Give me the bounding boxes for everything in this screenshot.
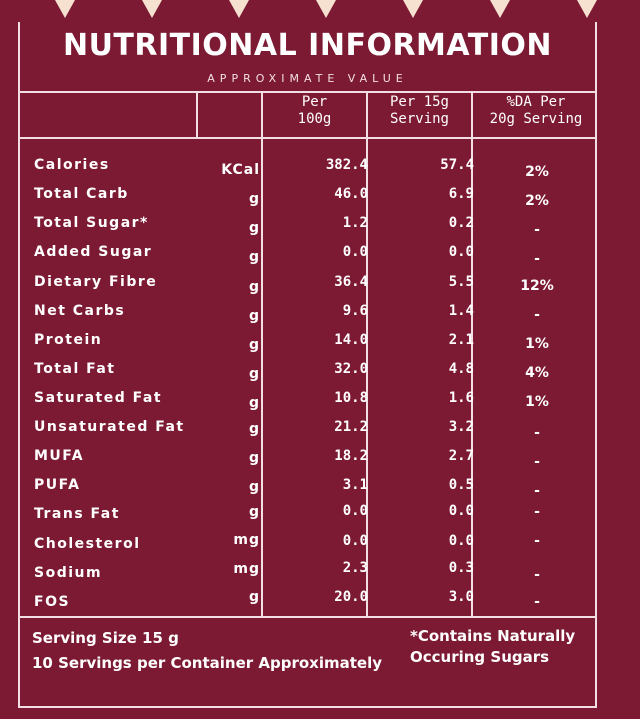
- nutrient-unit: mg: [233, 561, 260, 577]
- nutrient-unit: g: [248, 395, 260, 411]
- table-row: [20, 157, 595, 186]
- nutrient-unit: mg: [233, 532, 260, 548]
- table-row: [20, 244, 595, 273]
- nutrient-unit: g: [248, 366, 260, 382]
- header-per-100g-line1: Per: [301, 94, 328, 110]
- table-row: [20, 361, 595, 390]
- header-per-15g-line1: Per 15g: [389, 94, 449, 110]
- value-per-100g: 21.2: [334, 419, 368, 435]
- table-row: [20, 303, 595, 332]
- value-per-15g: 0.5: [448, 477, 474, 493]
- value-per-100g: 9.6: [342, 303, 368, 319]
- table-row: [20, 589, 595, 623]
- value-per-15g: 0.0: [448, 533, 474, 549]
- nutrient-name: MUFA: [34, 448, 85, 464]
- header-da-20g: [473, 94, 599, 128]
- value-per-15g: 1.6: [448, 390, 474, 406]
- value-per-100g: 0.0: [342, 244, 368, 260]
- serving-size: Serving Size 15 g: [32, 629, 179, 647]
- value-per-100g: 382.4: [325, 157, 368, 173]
- value-da: -: [534, 567, 540, 583]
- footnote-line2: Occuring Sugars: [410, 648, 550, 666]
- value-per-15g: 6.9: [448, 186, 474, 202]
- value-da: 4%: [525, 365, 549, 381]
- value-per-100g: 10.8: [334, 390, 368, 406]
- nutrient-unit: g: [248, 279, 260, 295]
- value-per-100g: 18.2: [334, 448, 368, 464]
- nutrient-name: Added Sugar: [34, 244, 153, 260]
- nutrition-panel: [18, 22, 597, 708]
- value-da: -: [534, 594, 540, 610]
- nutrient-name: Sodium: [34, 565, 103, 581]
- header-da-line1: %DA Per: [506, 94, 566, 110]
- nutrient-name: Cholesterol: [34, 536, 141, 552]
- nutrient-name: Trans Fat: [34, 506, 120, 522]
- value-da: -: [534, 483, 540, 499]
- value-da: 12%: [520, 278, 554, 294]
- nutrient-unit: KCal: [221, 162, 260, 178]
- table-row: [20, 274, 595, 303]
- value-per-15g: 1.4: [448, 303, 474, 319]
- value-per-100g: 3.1: [342, 477, 368, 493]
- value-per-15g: 57.4: [440, 157, 474, 173]
- value-per-100g: 46.0: [334, 186, 368, 202]
- nutrient-name: Net Carbs: [34, 303, 126, 319]
- header-da-line2: 20g Serving: [489, 111, 583, 127]
- column-divider-name: [196, 91, 198, 139]
- nutrient-name: Total Carb: [34, 186, 129, 202]
- nutrient-unit: g: [248, 504, 260, 520]
- nutrient-name: Unsaturated Fat: [34, 419, 185, 435]
- header-per-100g: [263, 94, 366, 128]
- value-per-15g: 0.0: [448, 503, 474, 519]
- header-bottom-divider: [20, 137, 595, 139]
- nutrient-unit: g: [248, 191, 260, 207]
- value-da: -: [534, 307, 540, 323]
- value-da: -: [534, 425, 540, 441]
- nutrient-unit: g: [248, 337, 260, 353]
- header-per-15g-line2: Serving: [389, 111, 449, 127]
- table-row: [20, 332, 595, 361]
- value-per-15g: 0.2: [448, 215, 474, 231]
- nutrient-unit: g: [248, 220, 260, 236]
- nutrient-unit: g: [248, 589, 260, 605]
- table-row: [20, 419, 595, 448]
- value-per-15g: 2.1: [448, 332, 474, 348]
- value-per-100g: 0.0: [342, 503, 368, 519]
- value-per-100g: 1.2: [342, 215, 368, 231]
- nutrient-unit: g: [248, 421, 260, 437]
- table-row: [20, 477, 595, 506]
- nutrient-unit: g: [248, 308, 260, 324]
- value-per-100g: 0.0: [342, 533, 368, 549]
- table-row: [20, 186, 595, 215]
- page-subtitle: APPROXIMATE VALUE: [207, 72, 408, 85]
- scalloped-top-edge: [0, 0, 640, 22]
- sugar-footnote: [410, 626, 575, 668]
- table-row: [20, 215, 595, 244]
- value-per-15g: 0.3: [448, 560, 474, 576]
- value-da: -: [534, 504, 540, 520]
- value-per-15g: 3.2: [448, 419, 474, 435]
- footnote-line1: *Contains Naturally: [410, 627, 576, 645]
- value-per-15g: 2.7: [448, 448, 474, 464]
- value-per-15g: 5.5: [448, 274, 474, 290]
- value-da: 2%: [525, 193, 549, 209]
- value-per-15g: 0.0: [448, 244, 474, 260]
- nutrient-name: Calories: [34, 157, 110, 173]
- value-per-100g: 32.0: [334, 361, 368, 377]
- value-da: -: [534, 454, 540, 470]
- nutrient-name: Total Sugar*: [34, 215, 149, 231]
- nutrient-name: PUFA: [34, 477, 81, 493]
- value-da: 1%: [525, 394, 549, 410]
- value-da: -: [534, 222, 540, 238]
- value-da: 1%: [525, 336, 549, 352]
- header-top-divider: [20, 91, 595, 93]
- nutrient-unit: g: [248, 479, 260, 495]
- nutrient-name: Total Fat: [34, 361, 116, 377]
- nutrient-unit: g: [248, 249, 260, 265]
- table-row: [20, 503, 595, 535]
- value-per-100g: 20.0: [334, 589, 368, 605]
- nutrient-name: Saturated Fat: [34, 390, 163, 406]
- value-per-100g: 36.4: [334, 274, 368, 290]
- value-per-100g: 14.0: [334, 332, 368, 348]
- header-per-15g: [368, 94, 471, 128]
- table-row: [20, 390, 595, 419]
- value-per-15g: 4.8: [448, 361, 474, 377]
- serving-info: [32, 626, 382, 676]
- value-da: -: [534, 533, 540, 549]
- nutrient-name: FOS: [34, 594, 71, 610]
- value-per-100g: 2.3: [342, 560, 368, 576]
- value-per-15g: 3.0: [448, 589, 474, 605]
- value-da: 2%: [525, 164, 549, 180]
- table-row: [20, 448, 595, 477]
- value-da: -: [534, 251, 540, 267]
- nutrient-name: Protein: [34, 332, 103, 348]
- header-per-100g-line2: 100g: [297, 111, 332, 127]
- servings-per-container: 10 Servings per Container Approximately: [32, 654, 383, 672]
- nutrient-unit: g: [248, 450, 260, 466]
- page-title: NUTRITIONAL INFORMATION: [62, 28, 553, 63]
- nutrient-name: Dietary Fibre: [34, 274, 158, 290]
